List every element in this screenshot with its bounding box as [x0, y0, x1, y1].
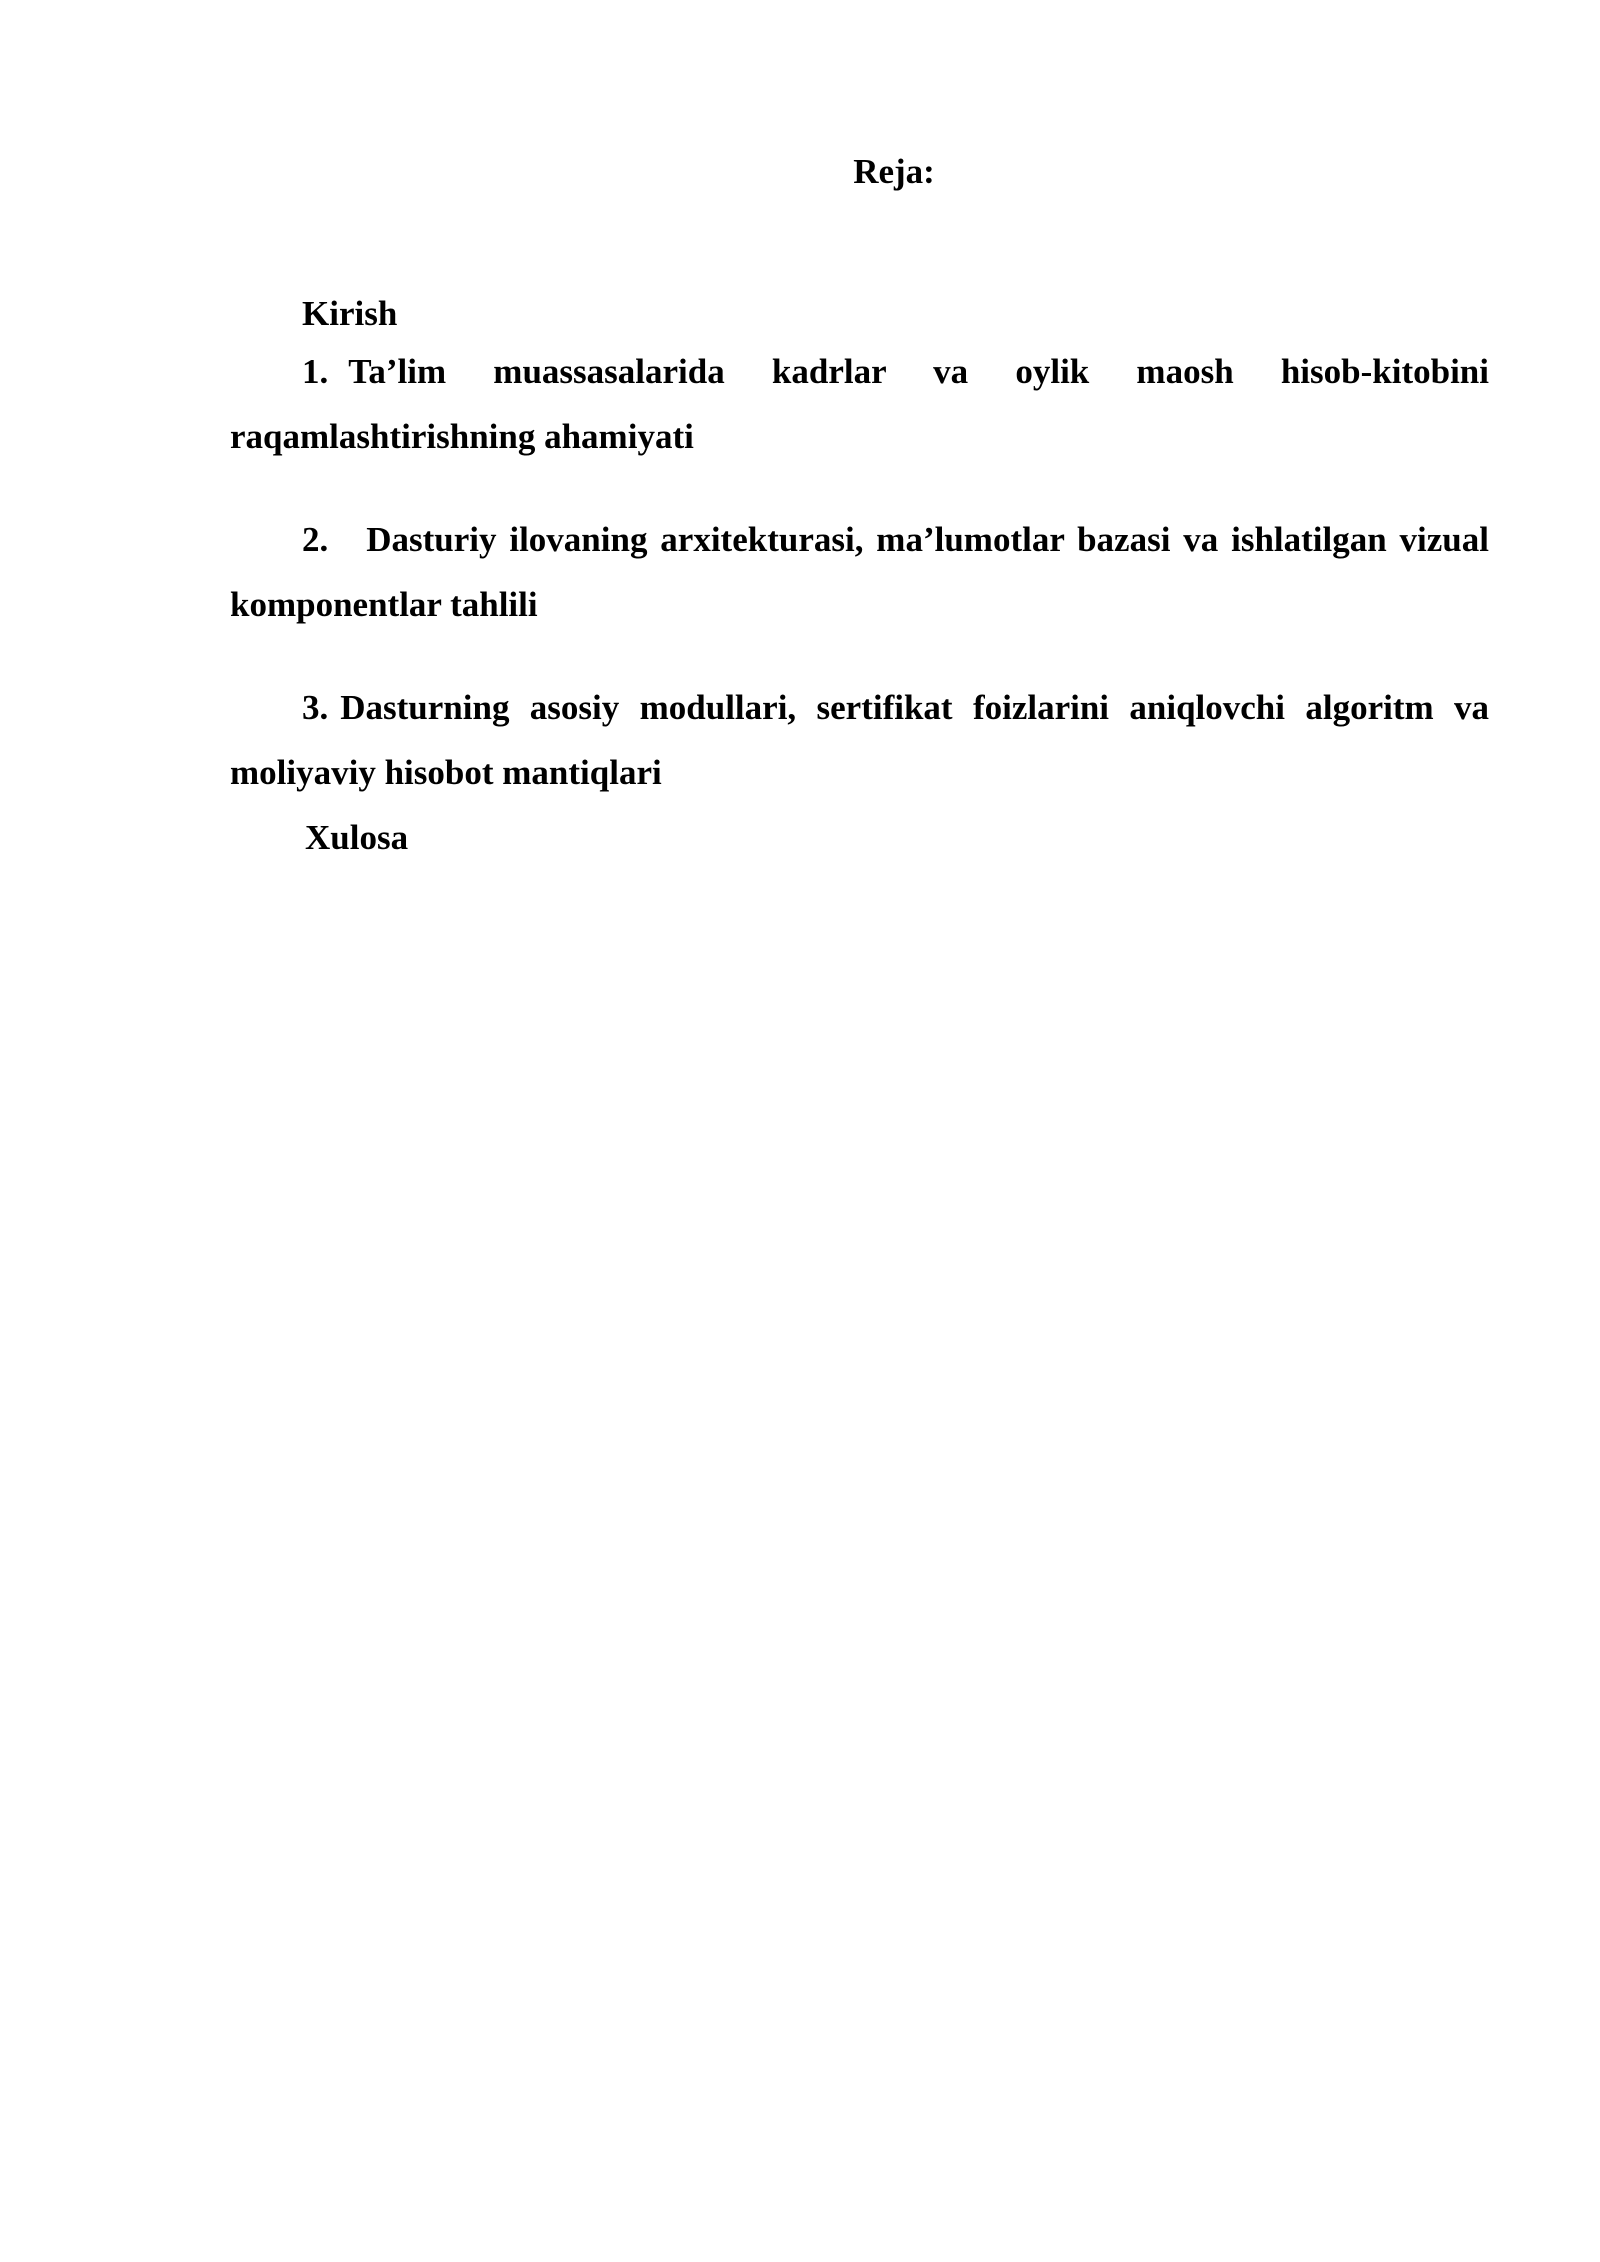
plan-item-2-text: Dasturiy ilovaning arxitekturasi, ma’lumotlar bazasi va ishlatilgan vizual komponentlar tahlili	[230, 520, 1489, 624]
plan-item-1-number: 1.	[302, 352, 329, 391]
plan-item-3-number: 3.	[302, 688, 329, 727]
plan-item-2-number: 2.	[302, 520, 329, 559]
plan-item-2	[230, 507, 1489, 637]
intro-label: Kirish	[302, 294, 398, 333]
plan-item-3-text: Dasturning asosiy modullari, sertifikat foizlarini aniqlovchi algoritm va moliyaviy hisobot mantiqlari	[230, 688, 1489, 792]
plan-item-1-text: Ta’lim muassasalarida kadrlar va oylik maosh hisob-kitobini raqamlashtirishning ahamiyati	[230, 352, 1489, 456]
page-title: Reja:	[853, 152, 935, 191]
plan-item-1	[230, 339, 1489, 469]
conclusion-label: Xulosa	[305, 818, 409, 857]
intro-heading	[230, 281, 1561, 346]
conclusion-heading	[230, 805, 1564, 870]
plan-item-3	[230, 675, 1489, 805]
